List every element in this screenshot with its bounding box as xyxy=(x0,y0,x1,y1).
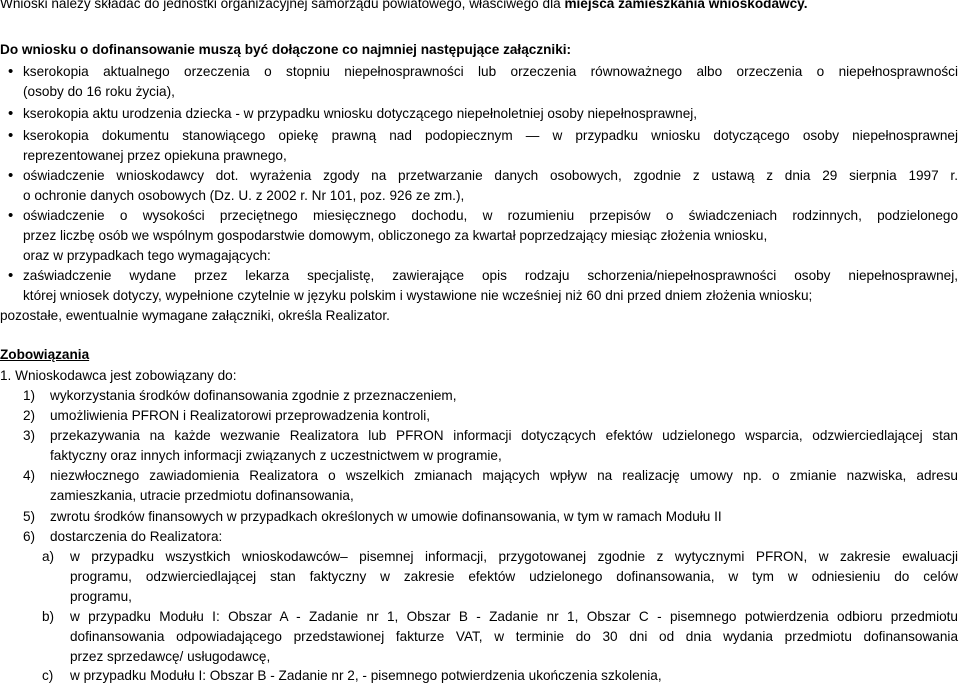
sub-item-a-line-1: w przypadku wszystkich wnioskodawców– pisemnej informacji, przygotowanej zgodnie z wytycznymi PFRON, w zakresie ewaluacji xyxy=(70,549,958,564)
obligations-heading: Zobowiązania xyxy=(0,347,90,362)
bullet-icon: • xyxy=(8,167,14,184)
obligation-item-6-line-1: dostarczenia do Realizatora: xyxy=(50,529,223,544)
attachment-item-4-line-1: oświadczenie wnioskodawcy dot. wyrażenia zgody na przetwarzanie danych osobowych, zgodnie z ustawą z dnia 29 sierpnia 1997 r. xyxy=(23,168,958,183)
attachments-other: pozostałe, ewentualnie wymagane załączniki, określa Realizator. xyxy=(0,308,390,323)
attachment-item-2-line-1: kserokopia aktu urodzenia dziecka - w przypadku wniosku dotyczącego niepełnoletniej osoby niepełnosprawnej, xyxy=(23,106,698,121)
sub-item-b-line-1: w przypadku Modułu I: Obszar A - Zadanie nr 1, Obszar B - Zadanie nr 1, Obszar C - pisemnego potwierdzenia odbioru przedmiotu xyxy=(70,609,958,624)
attachment-item-5-line-1: oświadczenie o wysokości przeciętnego miesięcznego dochodu, w rozumieniu przepisów o świadczeniach rodzinnych, podzielonego xyxy=(23,208,958,223)
obligation-item-6-num: 6) xyxy=(23,529,36,544)
attachment-item-5-line-3: oraz w przypadkach tego wymagających: xyxy=(23,248,271,263)
sub-item-c-letter: c) xyxy=(42,668,54,683)
intro-bold-text: miejsca zamieszkania wnioskodawcy. xyxy=(564,0,808,11)
obligation-item-1-line-1: wykorzystania środków dofinansowania zgodnie z przeznaczeniem, xyxy=(50,388,457,403)
sub-item-b-line-2: dofinansowania odpowiadającego przedstawionej fakturze VAT, w terminie do 30 dni od dnia wydania przedmiotu dofinansowania xyxy=(70,629,958,644)
intro-text: Wnioski należy składać do jednostki organizacyjnej samorządu powiatowego, właściwego dla xyxy=(0,0,565,11)
sub-item-b-line-3: przez sprzedawcę/ usługodawcę, xyxy=(70,649,271,664)
bullet-icon: • xyxy=(8,105,14,122)
sub-item-a-line-2: programu, odzwierciedlającej stan faktyczny w zakresie efektów udzielonego dofinansowania, w tym w odniesieniu do celów xyxy=(70,569,958,584)
bullet-icon: • xyxy=(8,127,14,144)
obligation-item-4-line-2: zamieszkania, utracie przedmiotu dofinansowania, xyxy=(50,488,354,503)
attachment-item-6-line-2: której wniosek dotyczy, wypełnione czytelnie w języku polskim i wystawione nie wcześniej niż 60 dni przed dniem złożenia wniosku; xyxy=(23,288,813,303)
sub-item-a-line-3: programu, xyxy=(70,589,132,604)
attachment-item-6-line-1: zaświadczenie wydane przez lekarza specjalistę, zawierające opis rodzaju schorzenia/niepełnosprawności osoby niepełnosprawnej, xyxy=(23,268,958,283)
sub-item-a-letter: a) xyxy=(42,549,55,564)
intro-line xyxy=(0,0,807,13)
obligation-item-3-num: 3) xyxy=(23,428,36,443)
obligation-item-2-num: 2) xyxy=(23,408,36,423)
obligation-item-3-line-2: faktyczny oraz innych informacji związanych z uczestnictwem w programie, xyxy=(50,448,502,463)
obligation-item-5-line-1: zwrotu środków finansowych w przypadkach określonych w umowie dofinansowania, w tym w ramach Modułu II xyxy=(50,509,722,524)
sub-item-c-line-1: w przypadku Modułu I: Obszar B - Zadanie nr 2, - pisemnego potwierdzenia ukończenia szkolenia, xyxy=(70,668,662,683)
obligation-item-3-line-1: przekazywania na każde wezwanie Realizatora lub PFRON informacji dotyczących efektów udzielonego wsparcia, odzwierciedlającej stan xyxy=(50,428,958,443)
attachment-item-3-line-2: reprezentowanej przez opiekuna prawnego, xyxy=(23,148,287,163)
obligation-item-4-num: 4) xyxy=(23,468,36,483)
attachment-item-1-line-1: kserokopia aktualnego orzeczenia o stopniu niepełnosprawności lub orzeczenia równoważnego albo orzeczenia o niepełnosprawności xyxy=(23,64,958,79)
bullet-icon: • xyxy=(8,63,14,80)
bullet-icon: • xyxy=(8,267,14,284)
attachment-item-5-line-2: przez liczbę osób we wspólnym gospodarstwie domowym, obliczonego za kwartał poprzedzający miesiąc złożenia wniosku, xyxy=(23,228,768,243)
obligations-subheading: 1. Wnioskodawca jest zobowiązany do: xyxy=(0,368,237,383)
obligation-item-1-num: 1) xyxy=(23,388,36,403)
attachments-heading: Do wniosku o dofinansowanie muszą być dołączone co najmniej następujące załączniki: xyxy=(0,42,572,57)
attachment-item-4-line-2: o ochronie danych osobowych (Dz. U. z 2002 r. Nr 101, poz. 926 ze zm.), xyxy=(23,188,465,203)
obligation-item-5-num: 5) xyxy=(23,509,36,524)
bullet-icon: • xyxy=(8,207,14,224)
attachment-item-3-line-1: kserokopia dokumentu stanowiącego opiekę prawną nad podopiecznym — w przypadku wniosku dotyczącego osoby niepełnosprawnej xyxy=(23,128,958,143)
obligation-item-2-line-1: umożliwienia PFRON i Realizatorowi przeprowadzenia kontroli, xyxy=(50,408,431,423)
attachment-item-1-line-2: (osoby do 16 roku życia), xyxy=(23,84,175,99)
sub-item-b-letter: b) xyxy=(42,609,55,624)
obligation-item-4-line-1: niezwłocznego zawiadomienia Realizatora o wszelkich zmianach mających wpływ na realizację umowy np. o zmianie nazwiska, adresu xyxy=(50,468,958,483)
